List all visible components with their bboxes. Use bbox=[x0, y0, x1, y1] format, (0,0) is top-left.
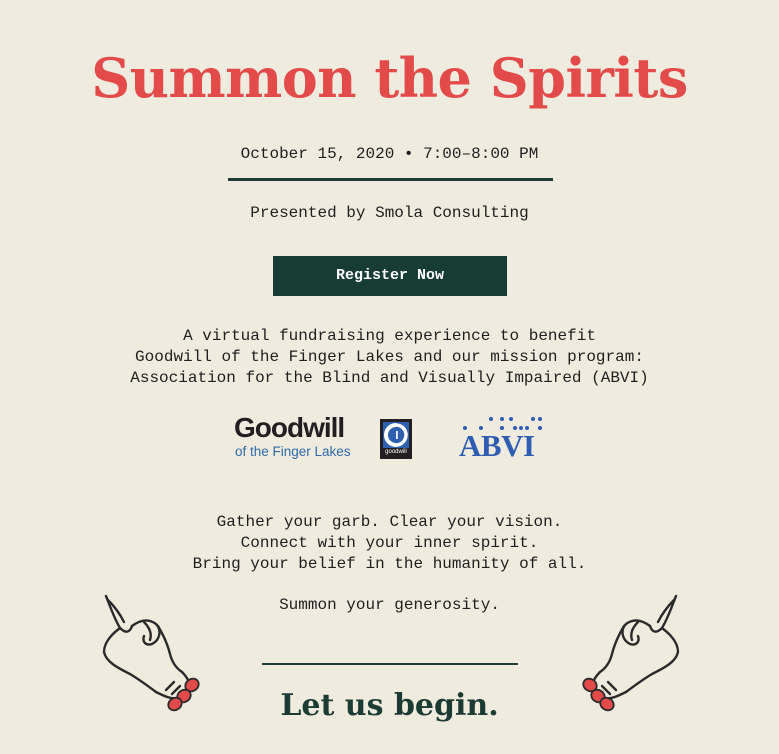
gather-line: Connect with your inner spirit. bbox=[240, 534, 539, 552]
divider-bottom bbox=[262, 663, 518, 665]
divider-top bbox=[228, 178, 553, 181]
page-title: Summon the Spirits bbox=[91, 46, 688, 110]
event-description bbox=[0, 326, 779, 389]
gather-line: Gather your garb. Clear your vision. bbox=[216, 513, 563, 531]
goodwill-logo-subtitle: of the Finger Lakes bbox=[235, 444, 351, 459]
register-now-button[interactable]: Register Now bbox=[273, 256, 507, 296]
abvi-logo-wordmark: ABVI bbox=[459, 428, 535, 463]
goodwill-logo[interactable] bbox=[234, 412, 414, 462]
goodwill-mark-text: goodwill bbox=[385, 449, 407, 455]
description-line: A virtual fundraising experience to benefit bbox=[183, 327, 596, 345]
gather-line: Bring your belief in the humanity of all. bbox=[192, 555, 587, 573]
description-line: Goodwill of the Finger Lakes and our mission program: bbox=[135, 348, 644, 366]
goodwill-smile-icon bbox=[380, 419, 412, 459]
summon-line: Summon your generosity. bbox=[279, 596, 500, 614]
gather-text bbox=[0, 512, 779, 575]
presenter-text: Presented by Smola Consulting bbox=[250, 204, 529, 222]
abvi-logo[interactable] bbox=[458, 414, 548, 462]
event-date-time: October 15, 2020 • 7:00–8:00 PM bbox=[240, 145, 539, 163]
description-line: Association for the Blind and Visually Impaired (ABVI) bbox=[130, 369, 649, 387]
goodwill-logo-wordmark: Goodwill bbox=[234, 412, 345, 443]
closing-heading: Let us begin. bbox=[280, 688, 499, 723]
